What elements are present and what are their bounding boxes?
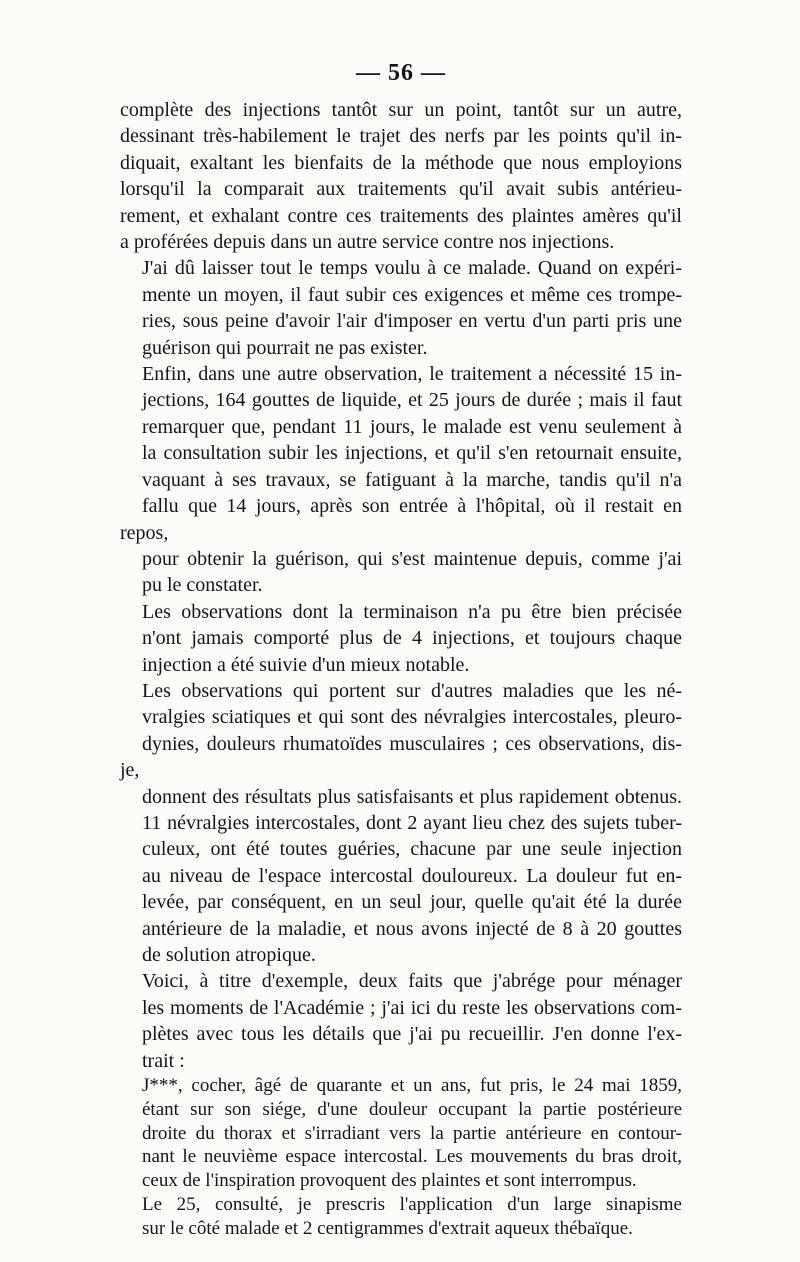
text-line: vralgies sciatiques et qui sont des névralgies intercostales, pleuro- — [142, 706, 682, 729]
text-line: a proférées depuis dans un autre service contre nos injections. — [120, 231, 615, 254]
text-line: rement, et exhalant contre ces traitements des plaintes amères qu'il — [120, 204, 682, 227]
text-line: Enfin, dans une autre observation, le traitement a nécessité 15 in- — [142, 363, 682, 386]
paragraph — [120, 97, 682, 255]
text-line: culeux, ont été toutes guéries, chacune par une seule injection — [142, 838, 682, 861]
text-line: diquait, exaltant les bienfaits de la méthode que nous employions — [120, 151, 682, 174]
text-line: mente un moyen, il faut subir ces exigences et même ces trompe- — [142, 283, 682, 306]
body-text — [120, 97, 682, 1241]
text-line: trait : — [142, 1049, 185, 1072]
text-line: J***, cocher, âgé de quarante et un ans, fut pris, le 24 mai 1859, — [142, 1075, 682, 1097]
paragraph — [120, 1074, 682, 1193]
page-number: — 56 — — [356, 60, 446, 86]
paragraph — [120, 599, 682, 678]
text-line: ries, sous peine d'avoir l'air d'imposer en vertu d'un parti pris une — [142, 310, 682, 333]
text-line: n'ont jamais comporté plus de 4 injections, et toujours chaque — [142, 627, 682, 650]
text-line: antérieure de la maladie, et nous avons injecté de 8 à 20 gouttes — [142, 917, 682, 940]
text-line: nant le neuvième espace intercostal. Les mouvements du bras droit, — [142, 1146, 682, 1168]
text-line: remarquer que, pendant 11 jours, le malade est venu seulement à — [142, 415, 682, 438]
text-line: jections, 164 gouttes de liquide, et 25 jours de durée ; mais il faut — [142, 389, 682, 412]
text-line: complète des injections tantôt sur un point, tantôt sur un autre, — [120, 99, 682, 121]
text-line: étant sur son siége, d'une douleur occupant la partie postérieure — [142, 1098, 682, 1120]
text-line: Les observations qui portent sur d'autres maladies que les né- — [142, 679, 682, 702]
text-line: plètes avec tous les détails que j'ai pu recueillir. J'en donne l'ex- — [142, 1023, 682, 1046]
text-line: lorsqu'il la comparait aux traitements qu'il avait subis antérieu- — [120, 178, 682, 201]
text-line: guérison qui pourrait ne pas exister. — [142, 336, 428, 359]
text-line: pour obtenir la guérison, qui s'est maintenue depuis, comme j'ai — [142, 547, 682, 570]
paragraph — [120, 1193, 682, 1241]
text-line: dynies, douleurs rhumatoïdes musculaires ; ces observations, dis-je, — [120, 732, 682, 782]
text-line: levée, par conséquent, en un seul jour, quelle qu'ait été la durée — [142, 891, 682, 914]
paragraph — [120, 678, 682, 968]
text-line: Voici, à titre d'exemple, deux faits que j'abrége pour ménager — [142, 970, 682, 993]
text-line: Les observations dont la terminaison n'a pu être bien précisée — [142, 600, 682, 623]
text-line: 11 névralgies intercostales, dont 2 ayant lieu chez des sujets tuber- — [142, 811, 682, 834]
text-line: J'ai dû laisser tout le temps voulu à ce malade. Quand on expéri- — [142, 257, 682, 280]
paragraph — [120, 255, 682, 361]
text-line: donnent des résultats plus satisfaisants et plus rapidement obtenus. — [142, 785, 682, 808]
text-line: les moments de l'Académie ; j'ai ici du reste les observations com- — [142, 996, 682, 1019]
text-line: au niveau de l'espace intercostal douloureux. La douleur fut en- — [142, 864, 682, 887]
text-line: ceux de l'inspiration provoquent des plaintes et sont interrompus. — [142, 1170, 637, 1192]
text-line: Le 25, consulté, je prescris l'application d'un large sinapisme — [142, 1194, 682, 1216]
book-page — [120, 60, 682, 1241]
text-line: droite du thorax et s'irradiant vers la partie antérieure en contour- — [142, 1122, 682, 1144]
text-line: la consultation subir les injections, et qu'il s'en retournait ensuite, — [142, 442, 682, 465]
text-line: vaquant à ses travaux, se fatiguant à la marche, tandis qu'il n'a — [142, 468, 682, 491]
text-line: fallu que 14 jours, après son entrée à l'hôpital, où il restait en repos, — [120, 495, 682, 544]
text-line: injection a été suivie d'un mieux notable. — [142, 653, 470, 676]
paragraph — [120, 968, 682, 1074]
paragraph — [120, 361, 682, 599]
text-line: sur le côté malade et 2 centigrammes d'extrait aqueux thébaïque. — [142, 1217, 633, 1239]
text-line: pu le constater. — [142, 574, 263, 597]
text-line: dessinant très-habilement le trajet des nerfs par les points qu'il in- — [120, 125, 682, 148]
text-line: de solution atropique. — [142, 944, 316, 966]
